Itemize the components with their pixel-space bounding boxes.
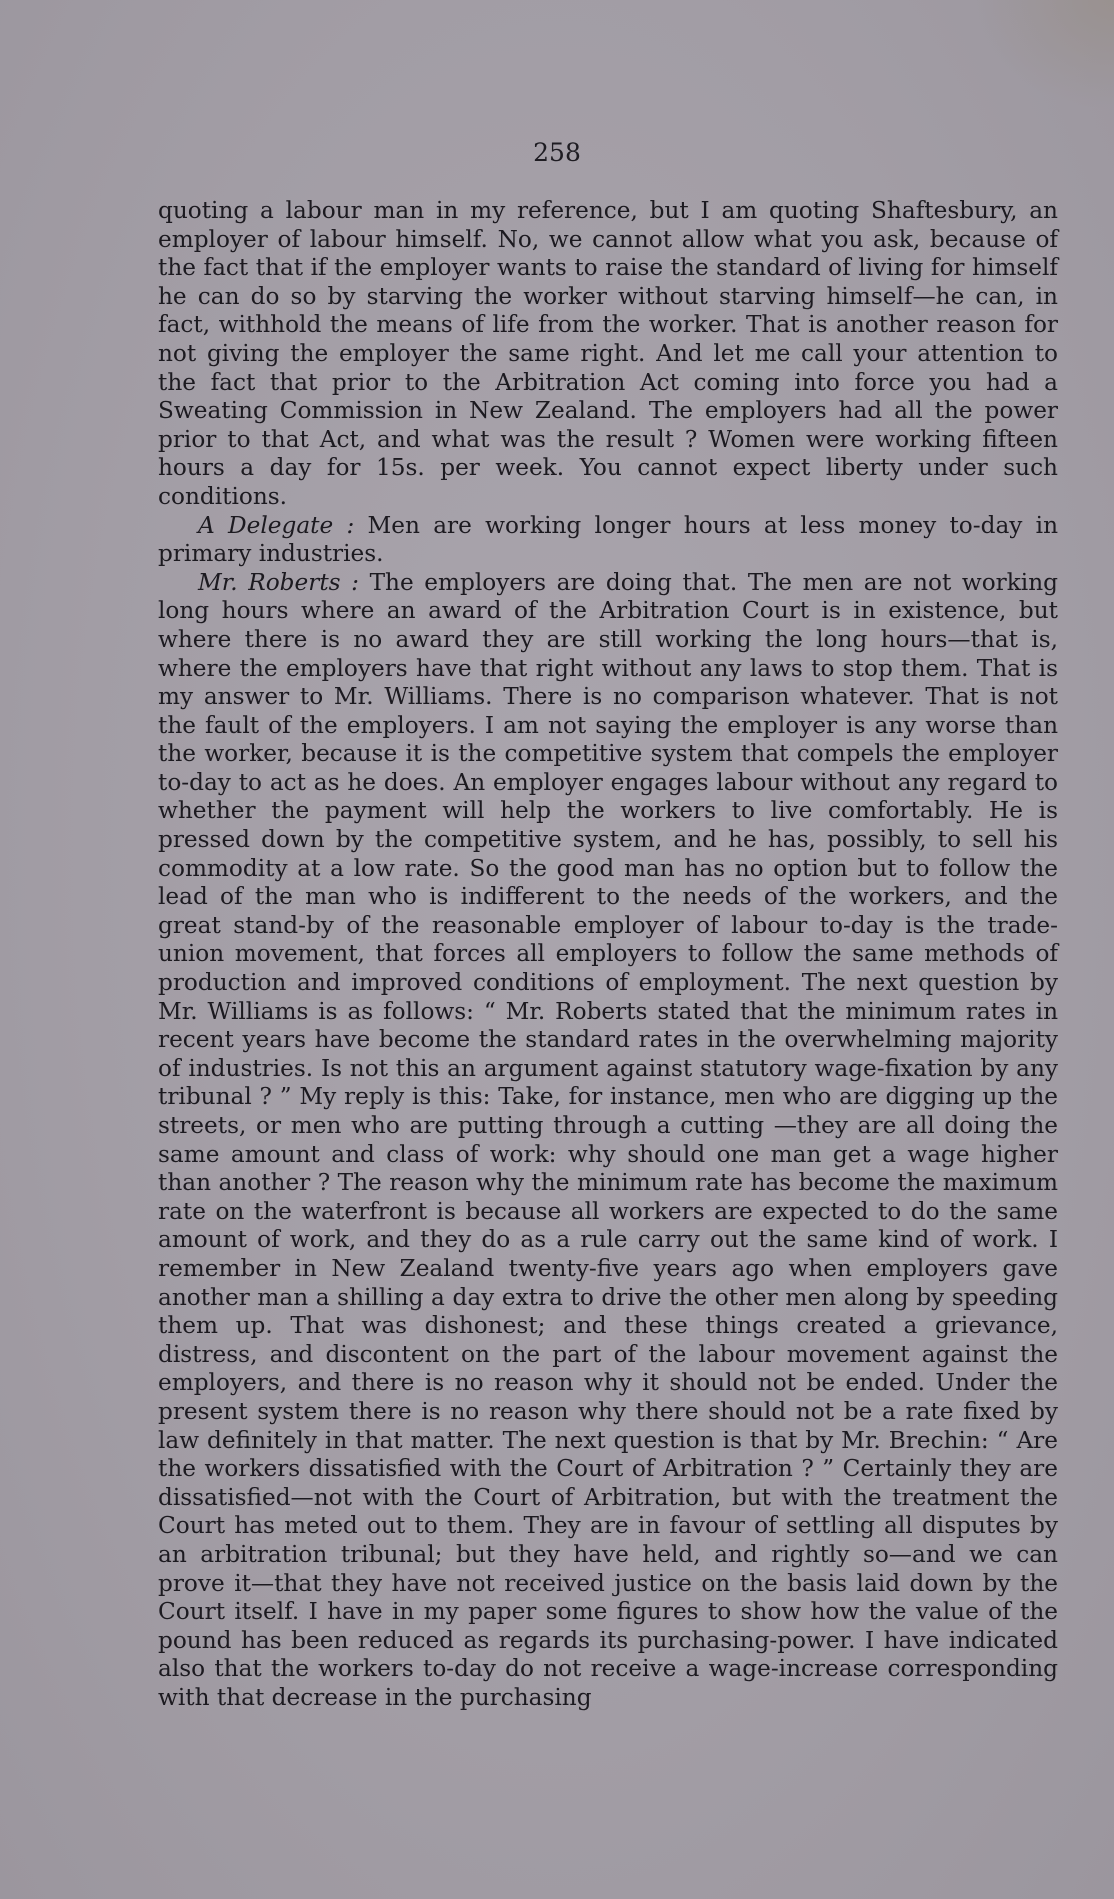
paragraph-text: The employers are doing that. The men are not working long hours where an award of the Arbitration Court is in existence, but where there is no award they are still working the long hours—that is, where the employers have that right without any laws to stop them. That is my answer to Mr. Williams. There is no comparison whatever. That is not the fault of the employers. I am not saying the employer is any worse than the worker, because it is the competitive system that compels the employer to-day to act as he does. An employer engages labour without any regard to whether the payment will help the workers to live comfortably. He is pressed down by the competitive system, and he has, possibly, to sell his commodity at a low rate. So the good man has no option but to follow the lead of the man who is indifferent to the needs of the workers, and the great stand-by of the reasonable employer of labour to-day is the trade-union movement, that forces all employers to follow the same methods of production and improved conditions of employment. The next question by Mr. Williams is as follows: “ Mr. Roberts stated that the minimum rates in recent years have become the standard rates in the overwhelming majority of industries. Is not this an argument against statutory wage-fixation by any tribunal ? ” My reply is this: Take, for instance, men who are digging up the streets, or men who are putting through a cutting —they are all doing the same amount and class of work: why should one man get a wage higher than another ? The reason why the minimum rate has become the maximum rate on the waterfront is because all workers are expected to do the same amount of work, and they do as a rule carry out the same kind of work. I remember in New Zealand twenty-five years ago when employers gave another man a shilling a day extra to drive the other men along by speeding them up. That was dishonest; and these things created a grievance, distress, and discontent on the part of the labour movement against the employers, and there is no reason why it should not be ended. Under the present system there is no reason why there should not be a rate fixed by law definitely in that matter. The next question is that by Mr. Brechin: “ Are the workers dissatisfied with the Court of Arbitration ? ” Certainly they are dissatisfied—not with the Court of Arbitration, but with the treatment the Court has meted out to them. They are in favour of settling all disputes by an arbitration tribunal; but they have held, and rightly so—and we can prove it—that they have not received justice on the basis laid down by the Court itself. I have in my paper some figures to show how the value of the pound has been reduced as regards its purchasing-power. I have indicated also that the workers to-day do not receive a wage-increase corresponding with that decrease in the purchasing <box>158 568 1058 1711</box>
body-text <box>158 197 1058 1712</box>
page-number: 258 <box>533 138 581 167</box>
paragraph-delegate <box>158 512 1058 569</box>
paragraph-text: Men are working longer hours at less money to-day in primary industries. <box>158 511 1058 568</box>
speaker-label: A Delegate : <box>198 511 355 539</box>
paragraph-roberts <box>158 569 1058 1713</box>
paragraph-text: quoting a labour man in my reference, but I am quoting Shaftesbury, an employer of labour himself. No, we cannot allow what you ask, because of the fact that if the employer wants to raise the standard of living for himself he can do so by starving the worker without starving himself—he can, in fact, withhold the means of life from the worker. That is another reason for not giving the employer the same right. And let me call your attention to the fact that prior to the Arbitration Act coming into force you had a Sweating Commission in New Zealand. The employers had all the power prior to that Act, and what was the result ? Women were working fifteen hours a day for 15s. per week. You cannot expect liberty under such conditions. <box>158 197 1058 510</box>
paragraph-continuation <box>158 197 1058 512</box>
speaker-label: Mr. Roberts : <box>198 568 359 596</box>
page-stain <box>974 0 1114 110</box>
